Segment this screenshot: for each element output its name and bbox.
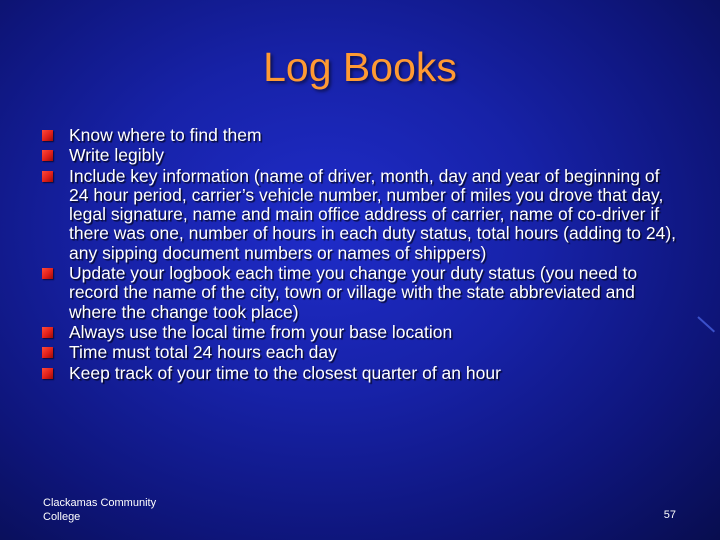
bullet-item [42,146,682,165]
footer-organization [43,496,193,524]
red-square-bullet-icon [42,347,53,358]
red-square-bullet-icon [42,368,53,379]
bullet-text: Write legibly [69,145,164,166]
page-number: 57 [663,509,676,521]
bullet-text: Include key information (name of driver, month, day and year of beginning of 24 hour period, carrier’s vehicle number, number of miles you drove that day, legal signature, name and main office address of carrier, name of co-driver if there was one, number of hours in each duty status, total hours (adding to 24), any sipping document numbers or names of shippers) [69,165,677,263]
red-square-bullet-icon [42,268,53,279]
bullet-text: Always use the local time from your base location [69,321,453,342]
footer-line-2: College [43,511,81,523]
bullet-item [42,323,682,342]
red-square-bullet-icon [42,150,53,161]
bullet-item [42,343,682,362]
bullet-text: Update your logbook each time you change your duty status (you need to record the name of the city, town or village with the state abbreviated and where the change took place) [69,263,638,322]
red-square-bullet-icon [42,327,53,338]
red-square-bullet-icon [42,171,53,182]
decorative-line [697,316,715,332]
slide-title: Log Books [263,44,457,90]
bullet-text: Know where to find them [69,125,262,145]
bullet-item [42,126,682,145]
bullet-item [42,364,682,383]
bullet-item [42,264,682,322]
bullet-list [42,126,682,384]
bullet-item [42,167,682,263]
red-square-bullet-icon [42,130,53,141]
bullet-text: Time must total 24 hours each day [69,342,337,363]
footer-line-1: Clackamas Community [43,497,157,509]
bullet-text: Keep track of your time to the closest quarter of an hour [69,362,501,383]
